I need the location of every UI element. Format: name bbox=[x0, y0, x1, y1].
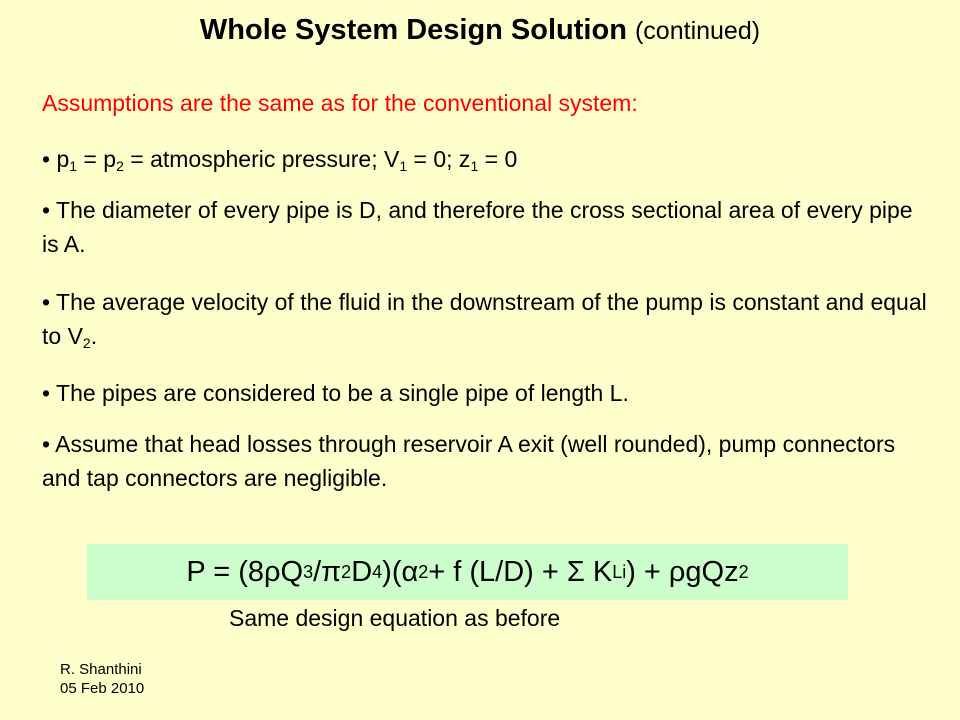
subscript: 1 bbox=[69, 158, 78, 174]
author-block bbox=[60, 660, 144, 698]
equation-text: P = (8ρQ bbox=[186, 555, 304, 588]
subscript: 2 bbox=[82, 335, 91, 351]
bullet-head-losses: • Assume that head losses through reservoir A exit (well rounded), pump connectors and tap connectors are negligible. bbox=[42, 431, 896, 491]
subscript: 2 bbox=[116, 158, 124, 174]
bullet-text: • The average velocity of the fluid in the downstream of the pump is constant and equal to V bbox=[42, 289, 927, 349]
bullet-text: = 0; z bbox=[407, 146, 471, 172]
bullet-text: = 0 bbox=[478, 146, 518, 172]
bullet-text: p bbox=[56, 146, 70, 172]
equation-text: + f (L/D) + Σ K bbox=[428, 555, 613, 588]
bullet-text: = atmospheric pressure; V bbox=[123, 146, 400, 172]
equation-text: D bbox=[351, 555, 373, 588]
subscript: 1 bbox=[470, 158, 479, 174]
author-date: 05 Feb 2010 bbox=[60, 680, 145, 697]
equation-text: )(α bbox=[382, 555, 419, 588]
equation-caption: Same design equation as before bbox=[229, 605, 561, 631]
design-equation: P = (8ρQ 3 /π 2 D 4 )(α 2 + f (L/D) + Σ K Li ) + ρgQz 2 bbox=[87, 544, 848, 600]
bullet-velocity bbox=[42, 285, 932, 353]
slide-title bbox=[0, 14, 960, 47]
author-name: R. Shanthini bbox=[60, 661, 142, 678]
equation-text: /π bbox=[313, 555, 342, 588]
equation-text: ) + ρgQz bbox=[626, 555, 739, 588]
bullet-single-pipe: • The pipes are considered to be a single pipe of length L. bbox=[42, 380, 629, 406]
assumptions-heading: Assumptions are the same as for the conventional system: bbox=[42, 90, 638, 116]
title-sub: (continued) bbox=[634, 17, 761, 45]
subscript: 1 bbox=[399, 158, 408, 174]
bullet-text: . bbox=[90, 323, 98, 349]
bullet-diameter: • The diameter of every pipe is D, and therefore the cross sectional area of every pipe is A. bbox=[42, 197, 913, 257]
title-main: Whole System Design Solution bbox=[199, 14, 627, 46]
bullet-mark: • bbox=[42, 146, 57, 172]
bullet-pressure bbox=[42, 142, 932, 176]
bullet-text: = p bbox=[77, 146, 117, 172]
